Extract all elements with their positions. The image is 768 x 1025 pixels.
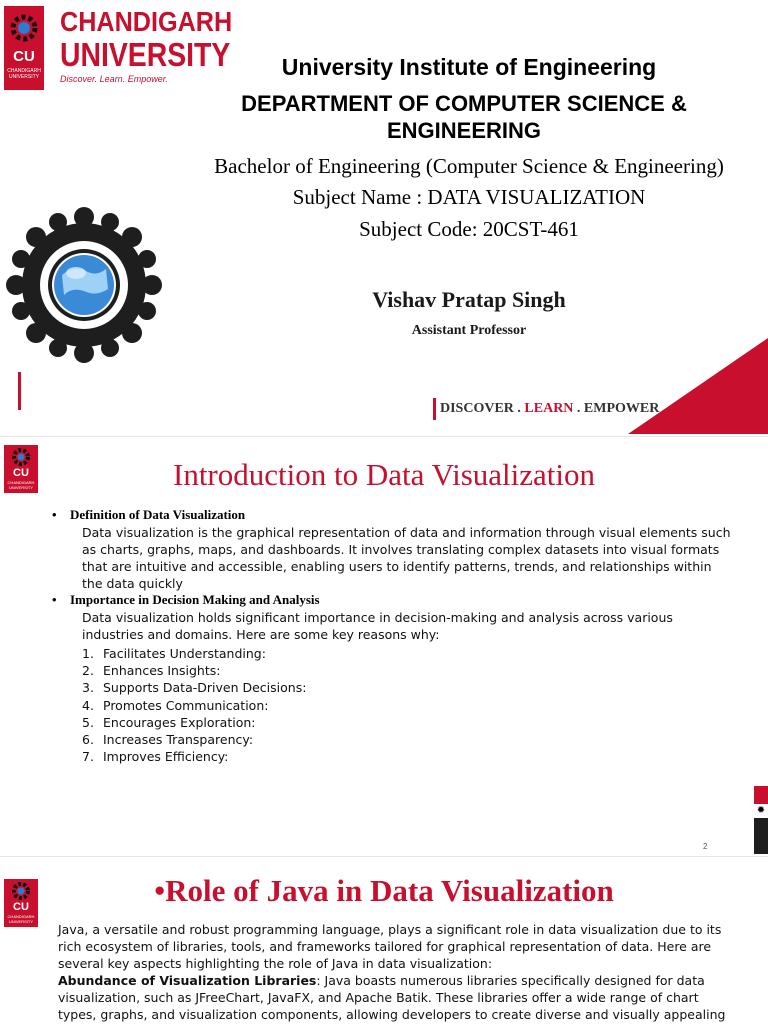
point-text: : Java boasts numerous libraries specifically designed for data visualization, such as JFreeChart, JavaFX, and Apache Batik. These libraries offer a wide range of chart types, graphs, and visualization components, allowing developers to create diverse and visually appealing (58, 973, 726, 1022)
gear-icon: ✹ (754, 804, 768, 818)
logo-cu-mark: CU (13, 467, 29, 479)
subject-name: Subject Name : DATA VISUALIZATION (292, 185, 646, 209)
gear-emblem-icon (4, 8, 44, 48)
tagline-discover: DISCOVER . (440, 401, 525, 416)
footer-tagline (433, 398, 659, 420)
logo-sub-text: CHANDIGARH UNIVERSITY (7, 68, 41, 80)
tagline-learn: LEARN (524, 401, 574, 416)
logo-cu-mark: CU (13, 48, 35, 65)
brand-line-1: CHANDIGARH (60, 6, 233, 37)
logo-sub-text: CHANDIGARH UNIVERSITY (7, 914, 35, 924)
slide-title: Introduction to Data Visualization (173, 457, 595, 492)
logo-sub-text: CHANDIGARH UNIVERSITY (7, 480, 35, 490)
list-item: 5. Encourages Exploration: (82, 714, 256, 730)
list-item: 6. Increases Transparency: (82, 732, 254, 748)
page-number: 2 (703, 842, 708, 851)
degree-name: Bachelor of Engineering (Computer Science & Engineering) (214, 154, 724, 178)
brand-tagline: Discover. Learn. Empower. (60, 74, 168, 84)
list-item: 1. Facilitates Understanding: (82, 646, 266, 661)
bullet-heading-definition: • Definition of Data Visualization (52, 507, 246, 522)
brand-line-2: UNIVERSITY (60, 36, 231, 73)
point-heading: Abundance of Visualization Libraries (58, 973, 317, 988)
importance-paragraph: Data visualization holds significant importance in decision-making and analysis across various industries and domains. Here are some key reasons why: (82, 610, 673, 642)
list-item: 4. Promotes Communication: (82, 697, 269, 713)
intro-paragraph: Java, a versatile and robust programming language, plays a significant role in data visualization due to its rich ecosystem of libraries, tools, and frameworks tailored for graphical representation of data. Here are several key aspects highlighting the role of Java in data visualization: (58, 922, 722, 971)
list-item: 2. Enhances Insights: (82, 663, 221, 679)
department-name: DEPARTMENT OF COMPUTER SCIENCE & ENGINEERING (241, 91, 687, 143)
java-body (58, 921, 728, 1023)
gear-globe-icon (4, 205, 164, 365)
bullet-heading-importance: • Importance in Decision Making and Analysis (52, 592, 320, 607)
logo-cu-mark: CU (13, 901, 29, 913)
reasons-list (82, 645, 306, 765)
intro-slide (0, 436, 768, 857)
subject-code: Subject Code: 20CST-461 (359, 217, 579, 241)
bullet-heading-text: Definition of Data Visualization (70, 507, 246, 522)
university-logo (4, 6, 44, 90)
professor-title: Assistant Professor (411, 323, 527, 338)
slide-title: •Role of Java in Data Visualization (154, 873, 614, 908)
list-item: 7. Improves Efficiency: (82, 749, 229, 765)
definition-paragraph: Data visualization is the graphical representation of data and information through visual elements such as charts, graphs, maps, and dashboards. It involves translating complex datasets into visual formats that are intuitive and accessible, enabling users to identify patterns, trends, and relationships within the data quickly (82, 525, 731, 591)
title-slide (0, 0, 768, 436)
professor-name: Vishav Pratap Singh (372, 287, 566, 312)
list-item: 3. Supports Data-Driven Decisions: (82, 680, 307, 696)
accent-bar (18, 372, 21, 410)
java-slide (0, 856, 768, 1025)
tagline-empower: . EMPOWER (573, 401, 660, 416)
bullet-heading-text: Importance in Decision Making and Analysis (70, 592, 320, 607)
side-decoration (754, 786, 768, 854)
institute-name: University Institute of Engineering (281, 54, 657, 80)
